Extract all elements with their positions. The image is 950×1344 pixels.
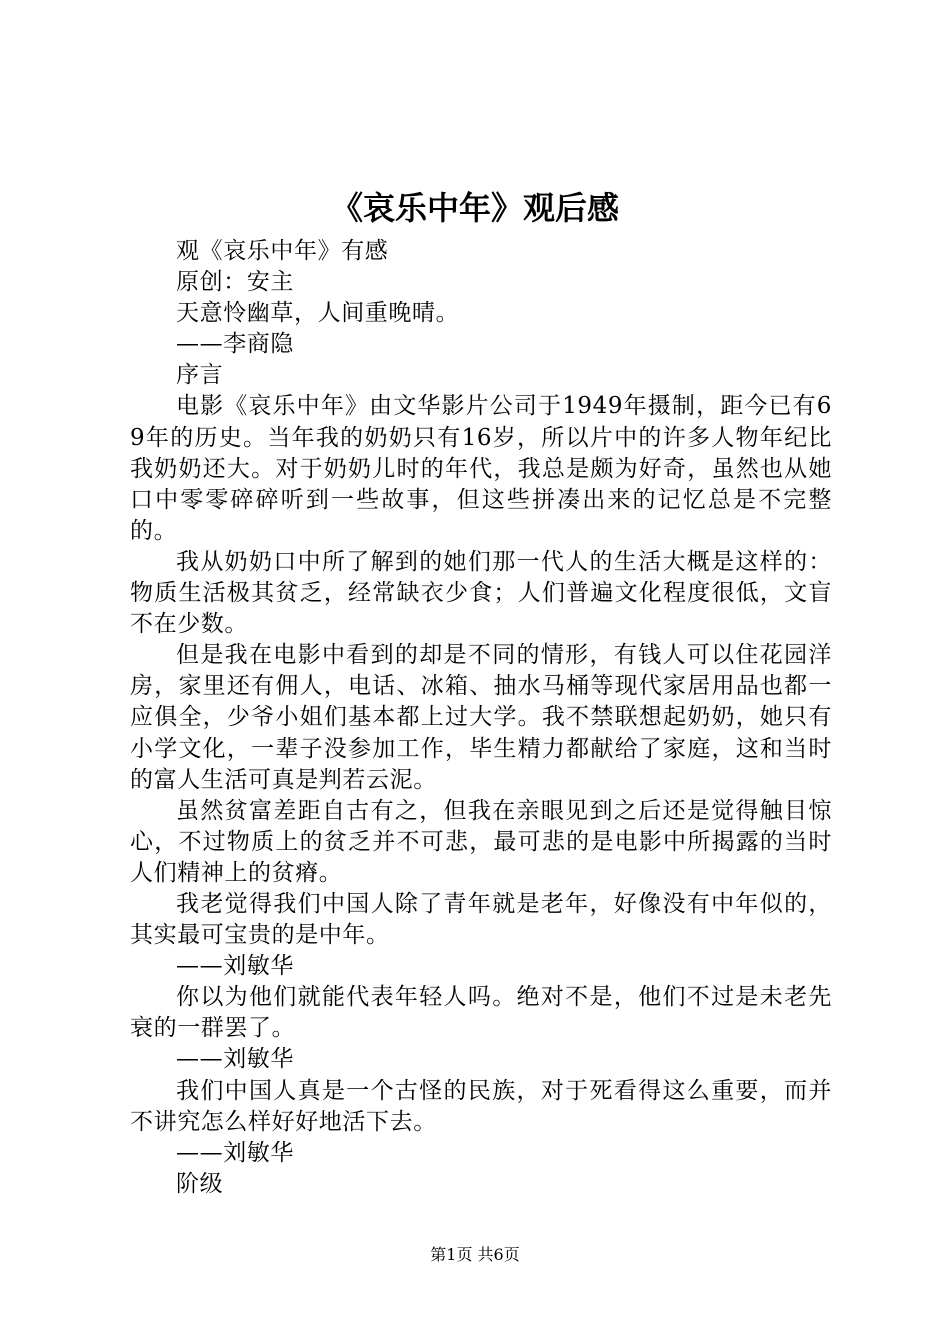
- body-paragraph: 电影《哀乐中年》由文华影片公司于1949年摄制，距今已有69年的历史。当年我的奶奶只有16岁，所以片中的许多人物年纪比我奶奶还大。对于奶奶儿时的年代，我总是颇为好奇，虽然也从她口中零零碎碎听到一些故事，但这些拼凑出来的记忆总是不完整的。: [130, 393, 832, 544]
- subtitle-paragraph: 观《哀乐中年》有感: [176, 238, 389, 264]
- section-heading-preface: 序言: [176, 362, 224, 389]
- page-footer: 第1页 共6页: [430, 1245, 520, 1264]
- quote-paragraph: 我老觉得我们中国人除了青年就是老年，好像没有中年似的，其实最可宝贵的是中年。: [130, 890, 832, 949]
- body-paragraph: 但是我在电影中看到的却是不同的情形，有钱人可以住花园洋房，家里还有佣人，电话、冰箱、抽水马桶等现代家居用品也都一应俱全，少爷小姐们基本都上过大学。我不禁联想起奶奶，她只有小学文化，一辈子没参加工作，毕生精力都献给了家庭，这和当时的富人生活可真是判若云泥。: [130, 642, 832, 793]
- quote-paragraph: 我们中国人真是一个古怪的民族，对于死看得这么重要，而并不讲究怎么样好好地活下去。: [130, 1077, 832, 1135]
- body-paragraph: 我从奶奶口中所了解到的她们那一代人的生活大概是这样的：物质生活极其贫乏，经常缺衣少食；人们普遍文化程度很低，文盲不在少数。: [130, 548, 832, 638]
- author-line: 原创：安主: [176, 269, 294, 296]
- quote-attribution: ——刘敏华: [176, 1046, 294, 1073]
- document-body: [130, 236, 832, 1200]
- quote-attribution: ——刘敏华: [176, 1139, 294, 1166]
- section-heading-class: 阶级: [176, 1170, 224, 1197]
- epigraph-quote: 天意怜幽草，人间重晚晴。: [176, 300, 460, 327]
- quote-attribution: ——刘敏华: [176, 953, 294, 980]
- epigraph-attribution: ——李商隐: [176, 331, 294, 358]
- body-paragraph: 虽然贫富差距自古有之，但我在亲眼见到之后还是觉得触目惊心，不过物质上的贫乏并不可悲，最可悲的是电影中所揭露的当时人们精神上的贫瘠。: [130, 797, 832, 886]
- document-title: 《哀乐中年》观后感: [330, 189, 619, 227]
- quote-paragraph: 你以为他们就能代表年轻人吗。绝对不是，他们不过是未老先衰的一群罢了。: [130, 984, 832, 1042]
